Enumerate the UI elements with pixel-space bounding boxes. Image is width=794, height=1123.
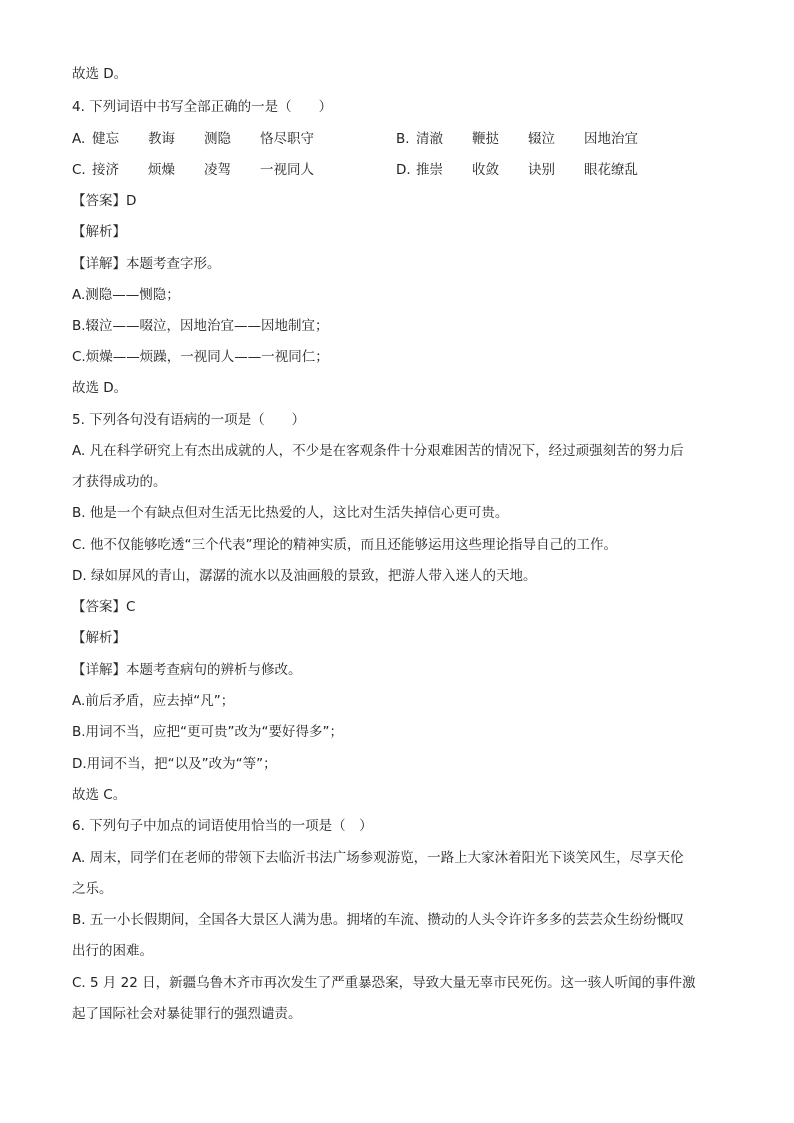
q5-conclusion: 故选 C。 (72, 787, 127, 803)
q5-detail: 【详解】本题考查病句的辨析与修改。 (72, 662, 302, 678)
q5-stem: 5. 下列各句没有语病的一项是（ ） (72, 412, 306, 428)
q6-option-b-line-1: B. 五一小长假期间，全国各大景区人满为患。拥堵的车流、攒动的人头令许许多多的芸芸众生纷纷慨叹 (72, 912, 684, 928)
q4-option-a-word-2: 教诲 (148, 131, 175, 147)
q4-option-c-word-4: 一视同人 (260, 162, 314, 178)
q4-option-d-word-2: 收敛 (472, 162, 499, 178)
q5-analysis-heading: 【解析】 (72, 630, 126, 646)
q5-explain-a: A.前后矛盾，应去掉“凡”； (72, 693, 235, 709)
q4-option-b-word-1: 清澈 (416, 131, 443, 147)
q6-option-c-line-1: C. 5 月 22 日，新疆乌鲁木齐市再次发生了严重暴恐案，导致大量无辜市民死伤。这一骇人听闻的事件激 (72, 975, 696, 991)
q4-option-c-label: C. (72, 162, 86, 178)
q4-explain-c: C.烦燥——烦躁，一视同人——一视同仁； (72, 349, 329, 365)
q5-option-c: C. 他不仅能够吃透“三个代表”理论的精神实质，而且还能够运用这些理论指导自己的工作。 (72, 537, 617, 553)
q4-conclusion: 故选 D。 (72, 380, 128, 396)
q4-explain-b: B.辍泣——啜泣，因地治宜——因地制宜； (72, 318, 329, 334)
q4-explain-a: A.测隐——恻隐； (72, 287, 180, 303)
q5-option-a-line-2: 才获得成功的。 (72, 474, 167, 490)
q4-option-d-word-3: 诀别 (528, 162, 555, 178)
q4-option-a-label: A. (72, 131, 86, 147)
q5-explain-b: B.用词不当，应把“更可贵”改为“要好得多”； (72, 724, 344, 740)
q5-answer: 【答案】C (72, 599, 136, 615)
q4-analysis-heading: 【解析】 (72, 224, 126, 240)
q4-options-row-2 (72, 160, 732, 180)
q5-explain-d: D.用词不当，把“以及”改为“等”； (72, 756, 277, 772)
q4-options-row-1 (72, 129, 732, 149)
q5-option-d: D. 绿如屏风的青山，潺潺的流水以及油画般的景致，把游人带入迷人的天地。 (72, 568, 537, 584)
q5-option-a-line-1: A. 凡在科学研究上有杰出成就的人，不少是在客观条件十分艰难困苦的情况下，经过顽强刻苦的努力后 (72, 443, 684, 459)
q6-option-c-line-2: 起了国际社会对暴徒罪行的强烈谴责。 (72, 1006, 302, 1022)
q6-option-a-line-1: A. 周末，同学们在老师的带领下去临沂书法广场参观游览，一路上大家沐着阳光下谈笑风生，尽享天伦 (72, 850, 684, 866)
q4-option-b-word-3: 辍泣 (528, 131, 555, 147)
q4-option-a-word-1: 健忘 (92, 131, 119, 147)
q4-option-a-word-3: 测隐 (204, 131, 231, 147)
q4-option-c-word-3: 凌驾 (204, 162, 231, 178)
q4-option-d-word-4: 眼花缭乱 (584, 162, 638, 178)
q4-option-a-word-4: 恪尽职守 (260, 131, 314, 147)
q4-detail: 【详解】本题考查字形。 (72, 256, 221, 272)
q4-option-b-word-4: 因地治宜 (584, 131, 638, 147)
q3-conclusion: 故选 D。 (72, 66, 128, 82)
q4-option-c-word-2: 烦燥 (148, 162, 175, 178)
q6-option-b-line-2: 出行的困难。 (72, 943, 153, 959)
q6-stem: 6. 下列句子中加点的词语使用恰当的一项是（ ） (72, 818, 373, 834)
q4-option-b-label: B. (396, 131, 410, 147)
q4-stem: 4. 下列词语中书写全部正确的一是（ ） (72, 99, 333, 115)
q4-option-c-word-1: 接济 (92, 162, 119, 178)
q4-option-d-word-1: 推崇 (416, 162, 443, 178)
q4-option-b-word-2: 鞭挞 (472, 131, 499, 147)
q6-option-a-line-2: 之乐。 (72, 881, 113, 897)
q5-option-b: B. 他是一个有缺点但对生活无比热爱的人，这比对生活失掉信心更可贵。 (72, 505, 509, 521)
q4-option-d-label: D. (396, 162, 411, 178)
q4-answer: 【答案】D (72, 193, 137, 209)
